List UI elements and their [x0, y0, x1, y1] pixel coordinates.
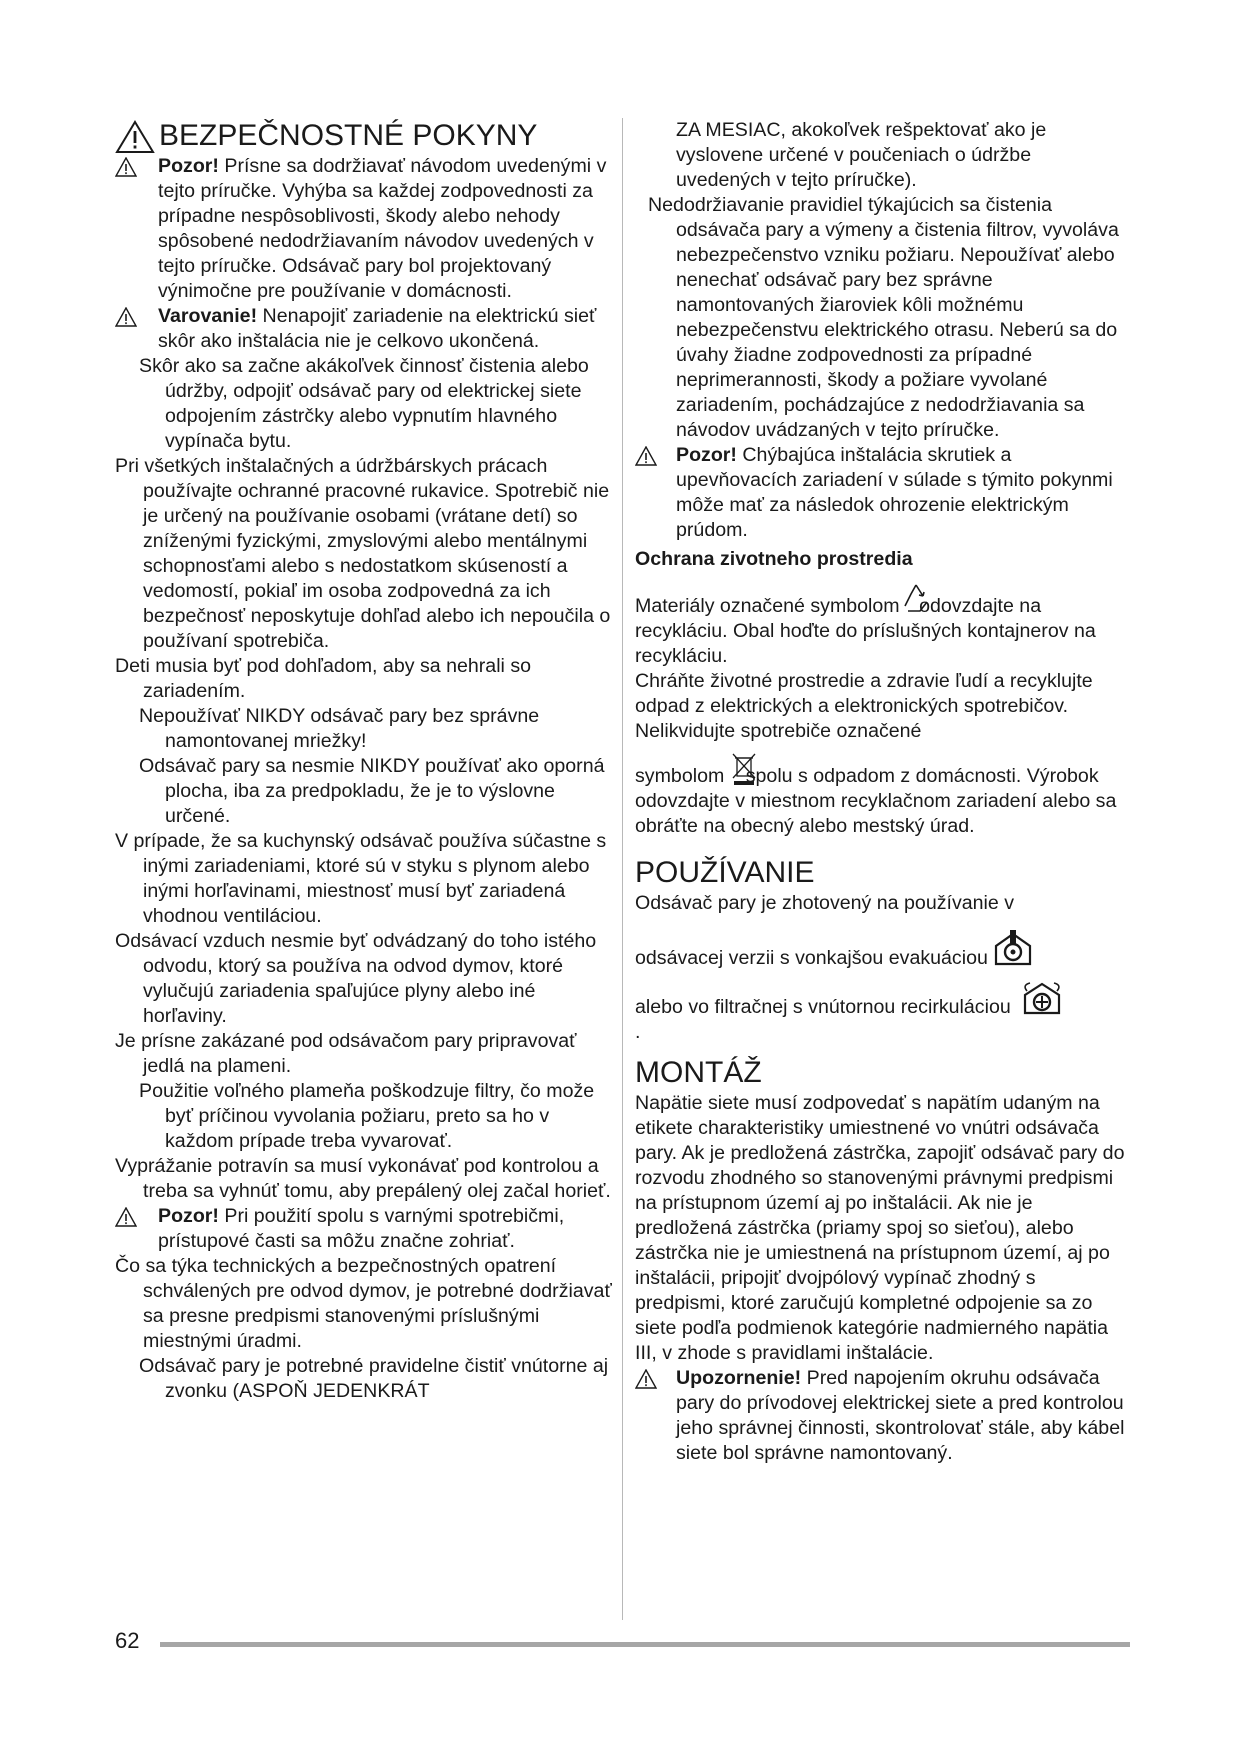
page-number: 62 [115, 1628, 140, 1653]
paragraph-pouzitie: Použitie voľného plameňa poškodzuje filtry, čo može byť príčinou vyvolania požiaru, preto sa ho v každom prípade treba vyvarovať. [139, 1080, 595, 1152]
pozor-text: Pri použití spolu s varnými spotrebičmi, prístupové časti sa môžu značne zohriať. [158, 1205, 565, 1252]
varovanie-note [115, 304, 615, 354]
env-text-a: Materiály označené symbolom [635, 595, 906, 617]
pozor-note-3 [635, 443, 1125, 543]
paragraph-deti: Deti musia byť pod dohľadom, aby sa nehrali so zariadením. [115, 655, 532, 702]
env-text-b: odovzdajte na recykláciu. Obal hoďte do príslušných kontajnerov na recykláciu. [635, 595, 1096, 667]
varovanie-label: Varovanie! [158, 305, 258, 327]
montaz-paragraph: Napätie siete musí zodpovedať s napätím udaným na etikete charakteristiky umiestnené vo vnútri odsávača pary. Ak je predložená zástrčka, zapojiť odsávač pary do rozvodu zhodného so stanovenými právnymi predpismi na prístupnom území aj po inštalácii. Ak nie je predložená zástrčka (priamy spoj so sieťou), alebo zástrčka nie je umiestnená na prístupnom území, aj po inštalácii, pripojiť dvojpólový vypínač zhodný s predpismi, ktoré zaručujú kompletné odpojenie sa zo siete podľa podmienok kategórie nadmierného napätia III, v zhode s pravidlami inštalácie. [635, 1092, 1125, 1364]
footer-rule [160, 1642, 1130, 1647]
pouzivanie-text-3: alebo vo filtračnej s vnútornou recirkuláciou [635, 996, 1011, 1018]
column-divider [622, 118, 623, 1620]
paragraph-continued: ZA MESIAC, akokoľvek rešpektovať ako je vyslovene určené v poučeniach o údržbe uvedených v tejto príručke). [676, 119, 1047, 191]
environment-paragraph-2: Chráňte životné prostredie a zdravie ľudí a recyklujte odpad z elektrických a elektronických spotrebičov. Nelikvidujte spotrebiče označené [635, 670, 1093, 742]
warning-triangle-icon [115, 157, 137, 177]
pouzivanie-paragraph-2 [635, 930, 1125, 971]
pouzivanie-heading: POUŽÍVANIE [635, 856, 815, 889]
paragraph-odsavac-cistenie: Odsávač pary je potrebné pravidelne čistiť vnútorne aj zvonku (ASPOŇ JEDENKRÁT [139, 1355, 609, 1402]
pozor-label: Pozor! [676, 444, 737, 466]
pouzivanie-paragraph-3 [635, 981, 1125, 1020]
safety-heading [115, 118, 615, 154]
safety-title: BEZPEČNOSTNÉ POKYNY [159, 119, 538, 152]
warning-triangle-icon [635, 446, 657, 466]
pozor-text: Prísne sa dodržiavať návodom uvedenými v tejto príručke. Vyhýba sa každej zodpovednosti za prípadne nespôsoblivosti, škody alebo nehody spôsobené nedodržiavaním návodov uvedených v tejto príručke. Odsávač pary bol projektovaný výnimočne pre používanie v domácnosti. [158, 155, 607, 302]
warning-triangle-icon [115, 120, 155, 154]
paragraph-jeprisne: Je prísne zakázané pod odsávačom pary pripravovať jedlá na plameni. [115, 1030, 577, 1077]
paragraph-skor: Skôr ako sa začne akákoľvek činnosť čistenia alebo údržby, odpojiť odsávač pary od elektrickej siete odpojením zástrčky alebo vypnutím hlavného vypínača bytu. [139, 355, 589, 452]
pozor-note-2 [115, 1204, 615, 1254]
pozor-text: Chýbajúca inštalácia skrutiek a upevňovacích zariadení v súlade s týmito pokynmi môže mať za následok ohrozenie elektrickým prúdom. [676, 444, 1113, 541]
environment-paragraph-3 [635, 750, 1125, 839]
varovanie-text: Nenapojiť zariadenie na elektrickú sieť skôr ako inštalácia nie je celkovo ukončená. [158, 305, 597, 352]
paragraph-nedodrziavanie: Nedodržiavanie pravidiel týkajúcich sa čistenia odsávača pary a výmeny a čistenia filtrov, vyvoláva nebezpečenstvo vzniku požiaru. Nepoužívať alebo nenechať odsávač pary bez správne namontovaných žiaroviek kôli možnému nebezpečenstvu elektrického otrasu. Neberú sa do úvahy žiadne zodpovednosti za prípadné neprimerannosti, škody a požiare vyvolané zariadením, pochádzajúce z nedodržiavania sa návodov uvádzaných v tejto príručke. [648, 194, 1119, 441]
montaz-heading: MONTÁŽ [635, 1056, 762, 1089]
paragraph-odsavac: Odsávač pary sa nesmie NIKDY používať ako oporná plocha, iba za predpokladu, že je to výslovne určené. [139, 755, 605, 827]
warning-triangle-icon [635, 1369, 657, 1389]
ducted-hood-icon [993, 930, 1033, 966]
warning-triangle-icon [115, 1207, 137, 1227]
upozornenie-label: Upozornenie! [676, 1367, 802, 1389]
env-text-c: symbolom [635, 765, 730, 787]
warning-triangle-icon [115, 307, 137, 327]
pouzivanie-dot: . [635, 1021, 641, 1043]
left-column [115, 118, 615, 1404]
recirculating-hood-icon [1022, 981, 1062, 1015]
upozornenie-note [635, 1366, 1125, 1466]
paragraph-odsavaci: Odsávací vzduch nesmie byť odvádzaný do toho istého odvodu, ktorý sa používa na odvod dymov, ktoré vylučujú zariadenia spaľujúce plyny alebo iné horľaviny. [115, 930, 597, 1027]
pozor-note-1 [115, 154, 615, 304]
pouzivanie-paragraph-1: Odsávač pary je zhotovený na používanie v [635, 892, 1015, 914]
right-column [635, 118, 1125, 1466]
pouzivanie-text-2: odsávacej verzii s vonkajšou evakuáciou [635, 947, 988, 969]
env-text-d: spolu s odpadom z domácnosti. Výrobok odovzdajte v miestnom recyklačnom zariadení alebo sa obráťte na obecný alebo mestský úrad. [635, 765, 1117, 837]
environment-heading: Ochrana zivotneho prostredia [635, 548, 913, 570]
upozornenie-text: Pred napojením okruhu odsávača pary do prívodovej elektrickej siete a pred kontrolou jeho správnej činnosti, skontrolovať stále, aby kábel siete bol správne namontovaný. [676, 1367, 1125, 1464]
paragraph-vyprazanie: Vyprážanie potravín sa musí vykonávať pod kontrolou a treba sa vyhnúť tomu, aby prepálený olej začal horieť. [115, 1155, 611, 1202]
pozor-label: Pozor! [158, 155, 219, 177]
paragraph-vpripade: V prípade, že sa kuchynský odsávač používa súčastne s inými zariadeniami, ktoré sú v styku s plynom alebo inými horľavinami, miestnosť musí byť zariadená vhodnou ventiláciou. [115, 830, 607, 927]
paragraph-pri: Pri všetkých inštalačných a údržbárskych prácach používajte ochranné pracovné rukavice. Spotrebič nie je určený na používanie osobami (vrátane detí) so zníženými fyzickými, zmyslovými alebo mentálnymi schopnosťami alebo s nedostatkom skúseností a vedomostí, pokiaľ im osoba zodpovedná za ich bezpečnosť neposkytuje dohľad alebo ich nepoučila o používaní spotrebiča. [115, 455, 611, 652]
environment-paragraph-1 [635, 582, 1125, 669]
paragraph-co: Čo sa týka technických a bezpečnostných opatrení schválených pre odvod dymov, je potrebné dodržiavať sa presne predpismi stanovenými príslušnými miestnými úradmi. [115, 1255, 612, 1352]
pozor-label: Pozor! [158, 1205, 219, 1227]
paragraph-nepouzivat: Nepoužívať NIKDY odsávač pary bez správne namontovanej mriežky! [139, 705, 540, 752]
